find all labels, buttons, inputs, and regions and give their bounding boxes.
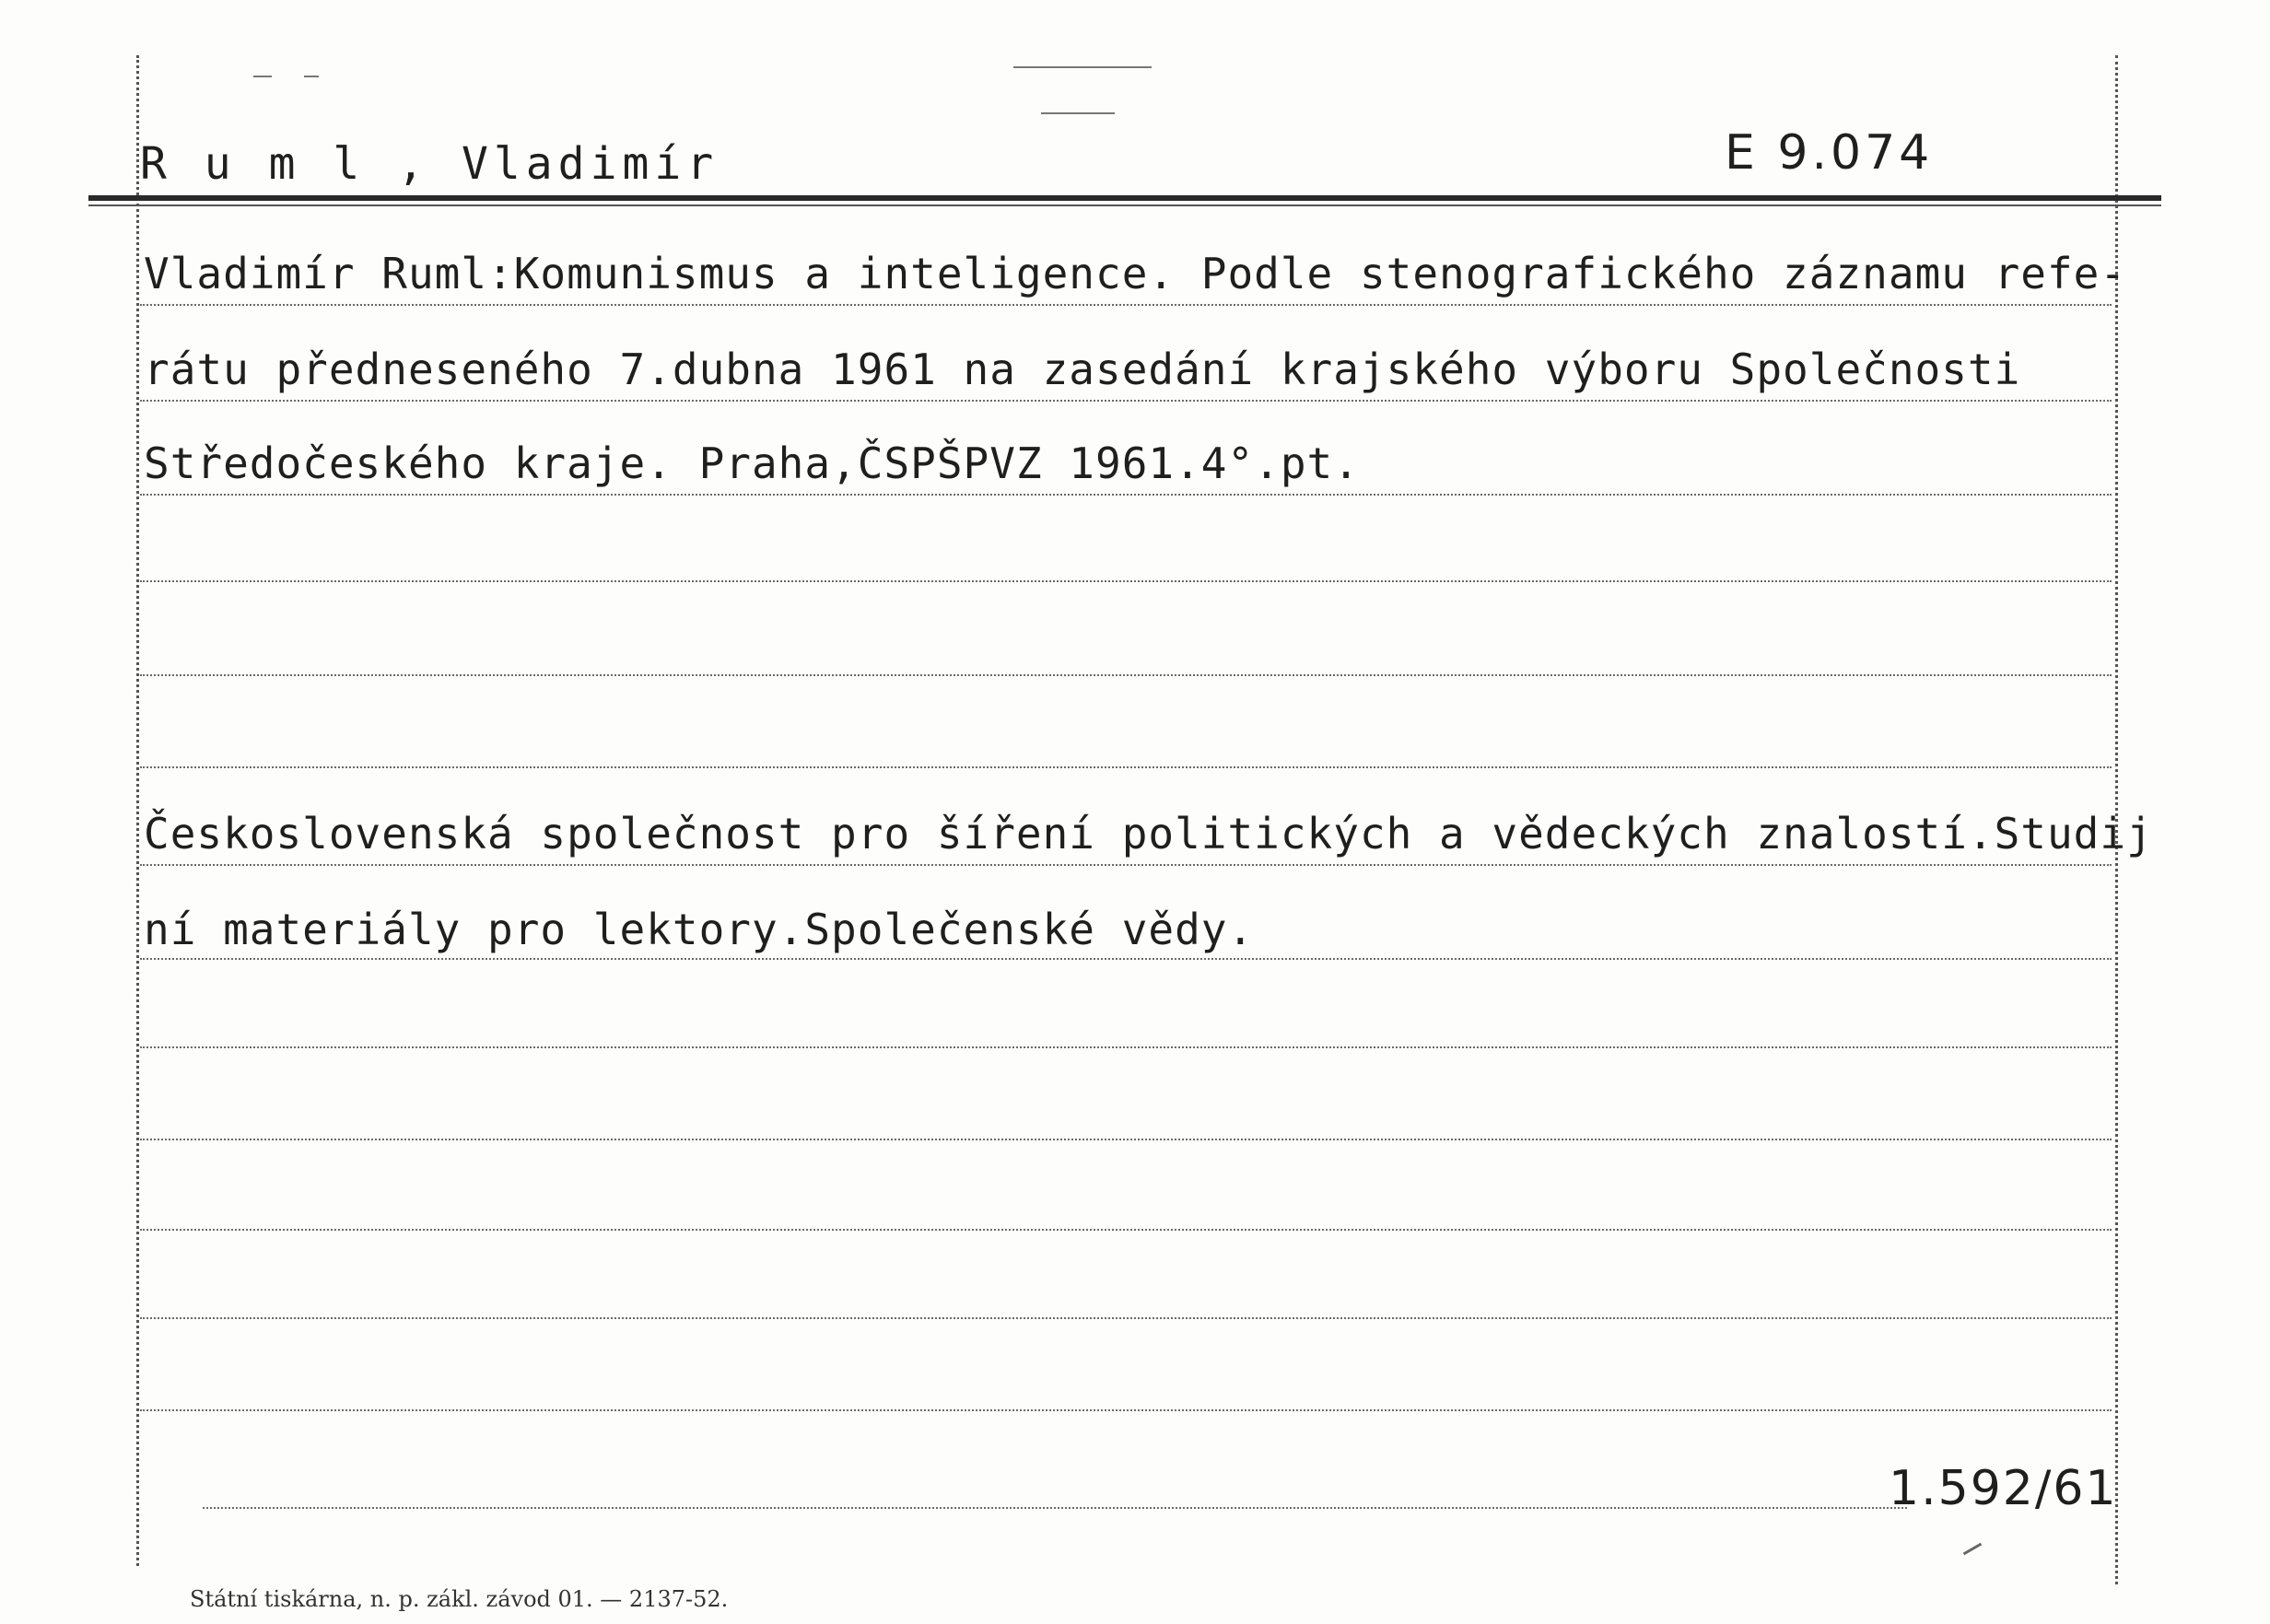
pen-tick-mark [1963,1543,1983,1556]
stray-mark [1013,66,1152,68]
ruled-line [140,1409,2112,1411]
card-left-edge [136,55,139,1566]
description-line-3: Středočeského kraje. Praha,ČSPŠPVZ 1961.4°.pt. [144,438,1360,488]
author-heading: R u m l , Vladimír [140,138,720,190]
printer-imprint: Státní tiskárna, n. p. zákl. závod 01. — 2137-52. [190,1586,729,1612]
header-rule-thin [88,204,2161,206]
stray-mark [1041,112,1115,114]
ruled-line [140,1229,2112,1231]
header-rule [88,195,2161,201]
shelf-signature: E 9.074 [1725,125,1934,181]
ruled-line [140,580,2112,582]
ruled-line [140,400,2112,402]
series-line-2: ní materiály pro lektory.Společenské vědy. [144,905,1255,954]
ruled-line [140,1046,2112,1048]
accession-number: 1.592/61 [1889,1461,2118,1516]
series-line-1: Československá společnost pro šíření politických a vědeckých znalostí.Studij [144,809,2153,859]
ruled-line [140,1317,2112,1319]
stray-mark [304,76,319,77]
ruled-line [140,674,2112,676]
ruled-line [140,766,2112,768]
description-line-2: rátu předneseného 7.dubna 1961 na zasedání krajského výboru Společnosti [144,345,2021,394]
ruled-line [140,1139,2112,1140]
ruled-line [203,1507,1907,1509]
ruled-line [140,958,2112,960]
stray-mark [253,76,272,77]
ruled-line [140,864,2112,866]
ruled-line [140,304,2112,306]
ruled-line [140,494,2112,496]
description-line-1: Vladimír Ruml:Komunismus a inteligence. Podle stenografického záznamu refe- [144,249,2127,298]
